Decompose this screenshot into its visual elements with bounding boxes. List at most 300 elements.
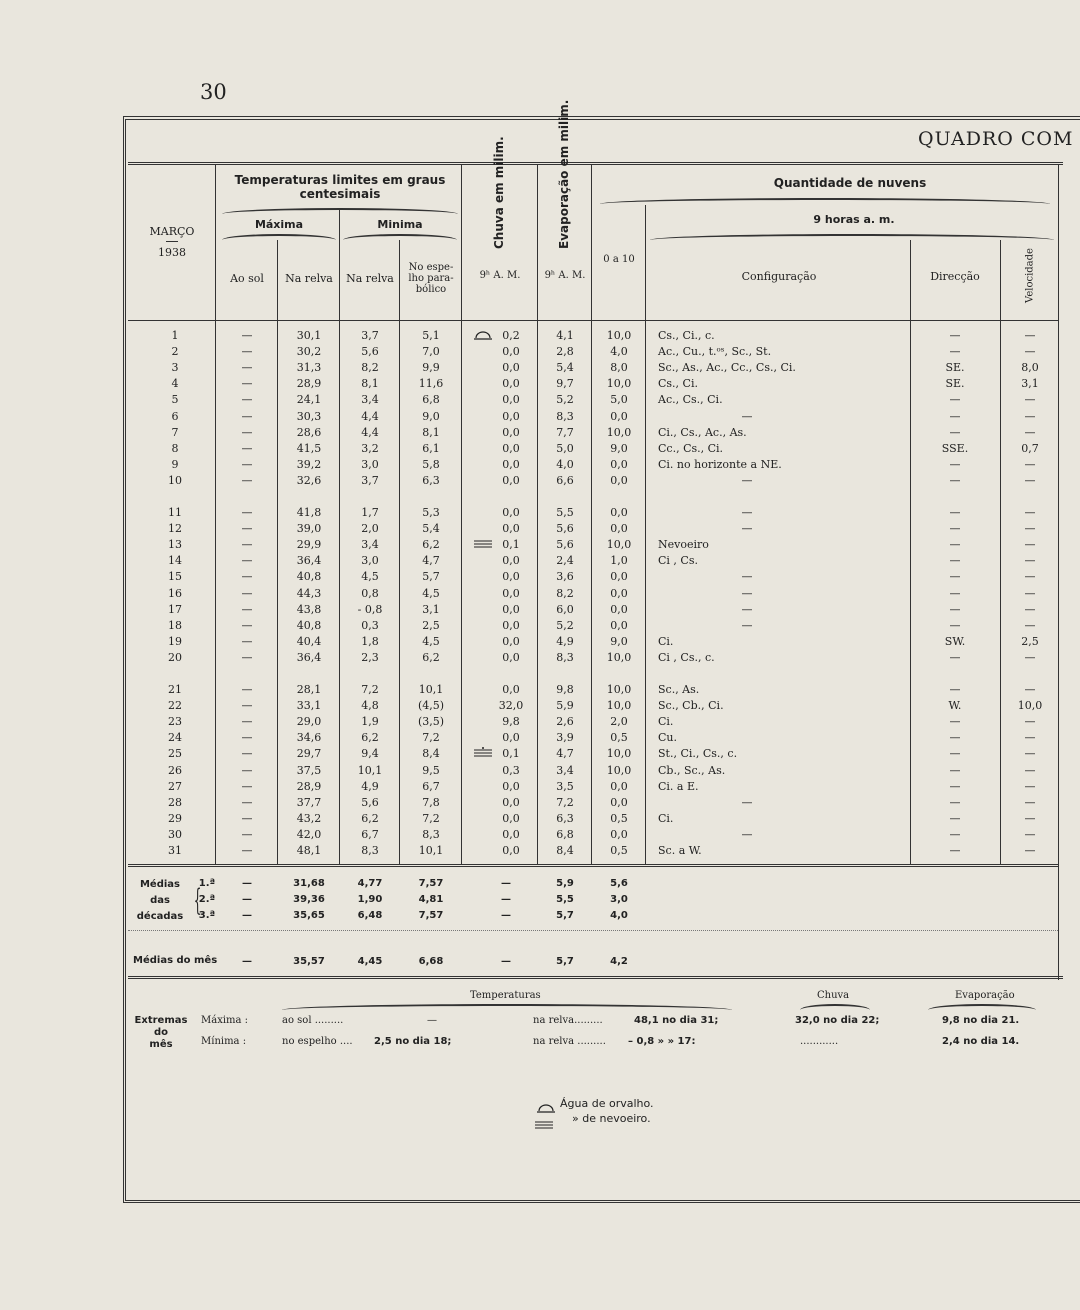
evaporacao-cell: 8,3	[556, 650, 574, 664]
day-cell: 15	[168, 570, 182, 584]
relva-max-cell: 29,9	[296, 538, 322, 552]
col-divider	[1000, 240, 1001, 865]
relva-max-cell: 39,2	[296, 457, 322, 471]
quantidade-cell: 10,0	[606, 650, 632, 664]
ao-sol-cell: —	[241, 345, 253, 359]
min-espelho-value: 2,5 no dia 18;	[374, 1036, 452, 1047]
velocidade-cell: —	[1024, 538, 1036, 552]
relva-min-cell: 8,1	[361, 377, 379, 391]
day-cell: 7	[171, 425, 179, 439]
body-bottom-rule	[128, 864, 1058, 867]
direccao-cell: —	[949, 602, 961, 616]
ao-sol-cell: —	[241, 763, 253, 777]
velocidade-header: Velocidade	[1024, 248, 1036, 303]
relva-max-cell: 35,57	[293, 956, 325, 967]
relva-max-cell: 33,1	[296, 699, 322, 713]
espelho-cell: 9,0	[422, 409, 440, 423]
direccao-cell: —	[949, 570, 961, 584]
chuva-cell: 0,0	[502, 473, 520, 487]
relva-min-cell: 5,6	[361, 345, 379, 359]
relva-min-cell: 4,77	[357, 878, 383, 889]
relva-max-cell: 37,7	[296, 795, 322, 809]
mes-word: mês	[149, 1039, 173, 1050]
chuva-cell: 0,0	[502, 602, 520, 616]
relva-min-cell: 2,3	[361, 650, 379, 664]
ao-sol-cell: —	[242, 894, 252, 905]
relva-max-cell: 28,9	[296, 377, 322, 391]
extremas-label	[133, 1015, 189, 1051]
relva-max-cell: 40,8	[296, 570, 322, 584]
espelho-cell: 8,4	[422, 747, 440, 761]
quantidade-cell: 10,0	[606, 538, 632, 552]
velocidade-cell: —	[1024, 844, 1036, 857]
maxima-label: Máxima :	[201, 1015, 249, 1026]
ao-sol-cell: —	[241, 538, 253, 552]
quantidade-cell: 0,0	[610, 522, 628, 536]
espelho-cell: 9,9	[422, 361, 440, 375]
configuracao-cell: Cc., Cs., Ci.	[658, 441, 724, 455]
evap-time-header: 9ʰ A. M.	[544, 270, 586, 281]
col-divider	[339, 210, 340, 865]
evaporacao-cell: 7,2	[556, 795, 574, 809]
day-cell: 28	[168, 795, 182, 809]
relva-min-cell: 8,3	[361, 844, 379, 857]
relva-min-cell: 3,0	[361, 457, 379, 471]
quantidade-cell: 1,0	[610, 554, 628, 568]
quantidade-cell: 5,0	[610, 393, 628, 407]
velocidade-cell: —	[1024, 393, 1036, 407]
direccao-cell: SE.	[945, 377, 965, 391]
ao-sol-cell: —	[241, 522, 253, 536]
quantidade-cell: 10,0	[606, 377, 632, 391]
chuva-cell: 0,0	[502, 457, 520, 471]
quantidade-cell: 4,0	[610, 910, 628, 921]
direccao-cell: —	[949, 538, 961, 552]
min-espelho-label: no espelho ....	[282, 1036, 353, 1047]
configuracao-cell: —	[741, 618, 753, 632]
ao-sol-cell: —	[242, 878, 252, 889]
ao-sol-cell: —	[241, 393, 253, 407]
header-bottom-rule	[128, 320, 1058, 321]
espelho-cell: 4,5	[422, 586, 440, 600]
relva-min-cell: 1,9	[361, 715, 379, 729]
relva-max-cell: 40,8	[296, 618, 322, 632]
chuva-cell: 0,0	[502, 345, 520, 359]
espelho-cell: 8,1	[422, 425, 440, 439]
ao-sol-cell: —	[241, 715, 253, 729]
espelho-cell: 5,4	[422, 522, 440, 536]
configuracao-cell: —	[741, 795, 753, 809]
col-divider	[215, 165, 216, 865]
maxima-header: Máxima	[254, 218, 304, 231]
relva-min-cell: 3,7	[361, 473, 379, 487]
velocidade-cell: 2,5	[1021, 634, 1039, 648]
velocidade-cell: —	[1024, 457, 1036, 471]
espelho-cell: 6,68	[418, 956, 444, 967]
chuva-cell: 0,0	[502, 506, 520, 519]
configuracao-cell: Sc., Cb., Ci.	[658, 699, 724, 713]
col-divider	[910, 240, 911, 865]
quantidade-cell: 10,0	[606, 699, 632, 713]
configuracao-cell: —	[741, 409, 753, 423]
evaporacao-cell: 2,4	[556, 554, 574, 568]
velocidade-cell: —	[1024, 763, 1036, 777]
ao-sol-cell: —	[241, 795, 253, 809]
fog-symbol-icon	[534, 1115, 554, 1134]
configuracao-cell: Ci., Cs., Ac., As.	[658, 425, 747, 439]
direccao-header: Direcção	[930, 270, 980, 283]
medias-word: Médias	[139, 879, 181, 890]
decadas-word: décadas	[136, 911, 184, 922]
month-label: MARÇO	[149, 225, 195, 238]
evaporacao-cell: 8,3	[556, 409, 574, 423]
velocidade-cell: —	[1024, 650, 1036, 664]
evaporacao-cell: 3,5	[556, 779, 574, 793]
day-cell: 14	[168, 554, 182, 568]
evaporacao-cell: 5,9	[556, 699, 574, 713]
max-relva-value: 48,1 no dia 31;	[634, 1015, 719, 1026]
configuracao-cell: Sc., As., Ac., Cc., Cs., Ci.	[658, 361, 796, 375]
chuva-cell: 0,0	[502, 361, 520, 375]
ao-sol-cell: —	[241, 457, 253, 471]
relva-max-cell: 39,0	[296, 522, 322, 536]
day-cell: 26	[168, 763, 182, 777]
day-cell: 25	[168, 747, 182, 761]
day-cell: 13	[168, 538, 182, 552]
configuracao-cell: St., Ci., Cs., c.	[658, 747, 738, 761]
footer-top-rule	[128, 976, 1063, 979]
evaporacao-cell: 5,2	[556, 393, 574, 407]
ao-sol-cell: —	[241, 425, 253, 439]
brace	[343, 234, 457, 246]
relva-max-cell: 34,6	[296, 731, 322, 745]
quantidade-cell: 0,5	[610, 731, 628, 745]
minima-header: Minima	[377, 218, 423, 231]
day-cell: 19	[168, 634, 182, 648]
velocidade-cell: —	[1024, 473, 1036, 487]
relva-max-cell: 29,7	[296, 747, 322, 761]
espelho-cell: 7,2	[422, 811, 440, 825]
evaporacao-cell: 2,8	[556, 345, 574, 359]
direccao-cell: —	[949, 554, 961, 568]
extremas-temperaturas-label: Temperaturas	[470, 990, 541, 1001]
evaporacao-cell: 3,4	[556, 763, 574, 777]
velocidade-cell: —	[1024, 409, 1036, 423]
espelho-cell: 5,8	[422, 457, 440, 471]
chuva-time-header: 9ʰ A. M.	[479, 270, 521, 281]
quantidade-cell: 0,0	[610, 827, 628, 841]
fog-symbol-icon	[472, 747, 494, 763]
relva-max-cell: 37,5	[296, 763, 322, 777]
relva-min-cell: 6,48	[357, 910, 383, 921]
chuva-cell: 0,1	[502, 538, 520, 552]
min-relva-label: na relva .........	[533, 1036, 606, 1047]
day-cell: 29	[168, 811, 182, 825]
ao-sol-cell: —	[241, 827, 253, 841]
direccao-cell: —	[949, 522, 961, 536]
quantidade-cell: 0,5	[610, 844, 628, 857]
direccao-cell: —	[949, 345, 961, 359]
velocidade-cell: —	[1024, 554, 1036, 568]
quantidade-cell: 10,0	[606, 329, 632, 342]
chuva-cell: 0,0	[502, 409, 520, 423]
configuracao-cell: —	[741, 570, 753, 584]
evaporacao-cell: 2,6	[556, 715, 574, 729]
brace	[600, 198, 1050, 210]
na-relva-max-header: Na relva	[285, 272, 333, 285]
relva-min-cell: 4,4	[361, 409, 379, 423]
day-cell: 27	[168, 779, 182, 793]
chuva-cell: 0,2	[502, 329, 520, 342]
max-chuva-value: 32,0 no dia 22;	[795, 1015, 880, 1026]
relva-max-cell: 39,36	[293, 894, 325, 905]
day-cell: 4	[171, 377, 179, 391]
configuracao-cell: Ci , Cs.	[658, 554, 698, 568]
relva-min-cell: 7,2	[361, 683, 379, 696]
chuva-cell: 0,0	[502, 683, 520, 696]
velocidade-cell: —	[1024, 731, 1036, 745]
evaporacao-cell: 6,0	[556, 602, 574, 616]
extremas-word: Extremas	[134, 1015, 188, 1026]
relva-max-cell: 28,1	[296, 683, 322, 696]
day-cell: 24	[168, 731, 182, 745]
relva-min-cell: 3,0	[361, 554, 379, 568]
configuracao-cell: Nevoeiro	[658, 538, 709, 552]
clouds-group-header: Quantidade de nuvens	[773, 176, 927, 190]
chuva-cell: 0,0	[502, 827, 520, 841]
temperature-group-header: Temperaturas limites em graus centesimais	[234, 173, 446, 201]
chuva-cell: —	[501, 878, 511, 889]
chuva-cell: 0,0	[502, 570, 520, 584]
direccao-cell: —	[949, 329, 961, 342]
chuva-cell: —	[501, 956, 511, 967]
relva-min-cell: 1,8	[361, 634, 379, 648]
velocidade-cell: —	[1024, 506, 1036, 519]
direccao-cell: —	[949, 457, 961, 471]
espelho-cell: 4,7	[422, 554, 440, 568]
velocidade-cell: —	[1024, 747, 1036, 761]
velocidade-cell: —	[1024, 425, 1036, 439]
header-top-rule	[128, 162, 1063, 165]
velocidade-cell: —	[1024, 522, 1036, 536]
relva-max-cell: 32,6	[296, 473, 322, 487]
col-divider	[591, 165, 592, 865]
direccao-cell: —	[949, 618, 961, 632]
evaporacao-cell: 4,1	[556, 329, 574, 342]
espelho-cell: 7,8	[422, 795, 440, 809]
day-cell: 3	[171, 361, 179, 375]
velocidade-cell: —	[1024, 618, 1036, 632]
chuva-cell: 0,0	[502, 650, 520, 664]
configuracao-cell: —	[741, 473, 753, 487]
espelho-cell: 7,57	[418, 878, 444, 889]
decade-index: 1.ª	[198, 878, 216, 889]
espelho-cell: (4,5)	[417, 699, 445, 713]
direccao-cell: —	[949, 763, 961, 777]
chuva-cell: 0,0	[502, 811, 520, 825]
col-divider	[461, 165, 462, 865]
chuva-cell: 0,0	[502, 844, 520, 857]
relva-min-cell: 8,2	[361, 361, 379, 375]
day-cell: 31	[168, 844, 182, 857]
medias-mes-label: Médias do mês	[133, 955, 218, 966]
decade-index: 2.ª	[198, 894, 216, 905]
day-cell: 11	[168, 506, 182, 519]
relva-max-cell: 28,6	[296, 425, 322, 439]
espelho-cell: 4,5	[422, 634, 440, 648]
chuva-cell: 0,0	[502, 425, 520, 439]
configuracao-cell: Cs., Ci.	[658, 377, 698, 391]
col-divider	[277, 240, 278, 865]
scale-header: 0 a 10	[603, 254, 635, 265]
velocidade-cell: —	[1024, 715, 1036, 729]
espelho-cell: 6,1	[422, 441, 440, 455]
evaporacao-header: Evaporação em milim.	[557, 99, 571, 249]
direccao-cell: —	[949, 683, 961, 696]
evaporacao-cell: 5,0	[556, 441, 574, 455]
chuva-cell: 0,0	[502, 731, 520, 745]
quantidade-cell: 5,6	[610, 878, 628, 889]
evaporacao-cell: 5,6	[556, 538, 574, 552]
relva-min-cell: 9,4	[361, 747, 379, 761]
min-chuva-value: ............	[800, 1036, 839, 1047]
configuracao-cell: —	[741, 827, 753, 841]
relva-min-cell: 3,7	[361, 329, 379, 342]
relva-max-cell: 31,3	[296, 361, 322, 375]
ao-sol-cell: —	[241, 586, 253, 600]
evaporacao-cell: 5,9	[556, 878, 574, 889]
velocidade-cell: —	[1024, 827, 1036, 841]
espelho-cell: 8,3	[422, 827, 440, 841]
day-cell: 8	[171, 441, 179, 455]
ao-sol-cell: —	[241, 361, 253, 375]
day-cell: 9	[171, 457, 179, 471]
day-cell: 6	[171, 409, 179, 423]
chuva-cell: 0,0	[502, 377, 520, 391]
ao-sol-header: Ao sol	[230, 272, 264, 285]
min-relva-value: – 0,8 » » 17:	[628, 1036, 696, 1047]
relva-min-cell: 6,2	[361, 731, 379, 745]
espelho-cell: 10,1	[418, 844, 444, 857]
ao-sol-cell: —	[241, 602, 253, 616]
evaporacao-cell: 5,7	[556, 910, 574, 921]
espelho-cell: (3,5)	[417, 715, 445, 729]
relva-max-cell: 42,0	[296, 827, 322, 841]
relva-min-cell: 10,1	[357, 763, 383, 777]
table-title: QUADRO COM	[918, 128, 1074, 150]
day-cell: 30	[168, 827, 182, 841]
evaporacao-cell: 3,6	[556, 570, 574, 584]
velocidade-cell: —	[1024, 602, 1036, 616]
velocidade-cell: —	[1024, 345, 1036, 359]
evaporacao-cell: 5,2	[556, 618, 574, 632]
ao-sol-cell: —	[241, 377, 253, 391]
ao-sol-cell: —	[241, 473, 253, 487]
relva-max-cell: 28,9	[296, 779, 322, 793]
quantidade-cell: 4,0	[610, 345, 628, 359]
evaporacao-cell: 5,4	[556, 361, 574, 375]
medias-decadas-label	[130, 877, 190, 925]
max-evap-value: 9,8 no dia 21.	[942, 1015, 1020, 1026]
quantidade-cell: 0,0	[610, 409, 628, 423]
velocidade-cell: 8,0	[1021, 361, 1039, 375]
configuracao-cell: Ci , Cs., c.	[658, 650, 715, 664]
evaporacao-cell: 8,2	[556, 586, 574, 600]
relva-max-cell: 30,1	[296, 329, 322, 342]
dew-symbol-icon	[472, 329, 494, 345]
min-evap-value: 2,4 no dia 14.	[942, 1036, 1020, 1047]
velocidade-cell: —	[1024, 683, 1036, 696]
relva-max-cell: 29,0	[296, 715, 322, 729]
evaporacao-cell: 8,4	[556, 844, 574, 857]
chuva-cell: 32,0	[498, 699, 524, 713]
relva-max-cell: 30,2	[296, 345, 322, 359]
espelho-cell: 6,2	[422, 538, 440, 552]
quantidade-cell: 0,5	[610, 811, 628, 825]
chuva-cell: 0,0	[502, 554, 520, 568]
brace	[222, 234, 336, 246]
chuva-cell: 0,3	[502, 763, 520, 777]
espelho-cell: 7,57	[418, 910, 444, 921]
quantidade-cell: 9,0	[610, 634, 628, 648]
relva-max-cell: 44,3	[296, 586, 322, 600]
configuracao-cell: Cb., Sc., As.	[658, 763, 726, 777]
direccao-cell: —	[949, 506, 961, 519]
max-relva-label: na relva.........	[533, 1015, 603, 1026]
configuracao-cell: Cs., Ci., c.	[658, 329, 715, 342]
col-divider	[645, 205, 646, 865]
chuva-header: Chuva em milim.	[492, 136, 506, 249]
direccao-cell: —	[949, 779, 961, 793]
relva-max-cell: 48,1	[296, 844, 322, 857]
velocidade-cell: —	[1024, 329, 1036, 342]
ao-sol-cell: —	[241, 506, 253, 519]
ao-sol-cell: —	[241, 570, 253, 584]
quantidade-cell: 0,0	[610, 586, 628, 600]
direccao-cell: —	[949, 473, 961, 487]
day-cell: 2	[171, 345, 179, 359]
page-number: 30	[200, 80, 227, 104]
evaporacao-cell: 9,8	[556, 683, 574, 696]
evaporacao-cell: 7,7	[556, 425, 574, 439]
relva-max-cell: 41,5	[296, 441, 322, 455]
extremas-evaporacao-label: Evaporação	[955, 990, 1015, 1001]
espelho-cell: 7,2	[422, 731, 440, 745]
configuracao-cell: Ac., Cs., Ci.	[658, 393, 723, 407]
decadas-brace: {	[193, 883, 202, 918]
brace	[650, 234, 1054, 246]
ao-sol-cell: —	[241, 844, 253, 857]
direccao-cell: —	[949, 409, 961, 423]
relva-min-cell: 1,7	[361, 506, 379, 519]
quantidade-cell: 3,0	[610, 894, 628, 905]
espelho-cell: 4,81	[418, 894, 444, 905]
espelho-cell: 9,5	[422, 763, 440, 777]
na-relva-min-header: Na relva	[346, 272, 394, 285]
quantidade-cell: 0,0	[610, 506, 628, 519]
configuracao-header: Configuração	[741, 270, 817, 283]
col-divider	[399, 240, 400, 865]
configuracao-cell: Ci. a E.	[658, 779, 699, 793]
direccao-cell: W.	[948, 699, 962, 713]
configuracao-cell: —	[741, 522, 753, 536]
chuva-cell: 0,0	[502, 795, 520, 809]
direccao-cell: SSE.	[941, 441, 969, 455]
ao-sol-cell: —	[241, 618, 253, 632]
configuracao-cell: Sc. a W.	[658, 844, 702, 857]
chuva-cell: 0,0	[502, 618, 520, 632]
day-cell: 23	[168, 715, 182, 729]
